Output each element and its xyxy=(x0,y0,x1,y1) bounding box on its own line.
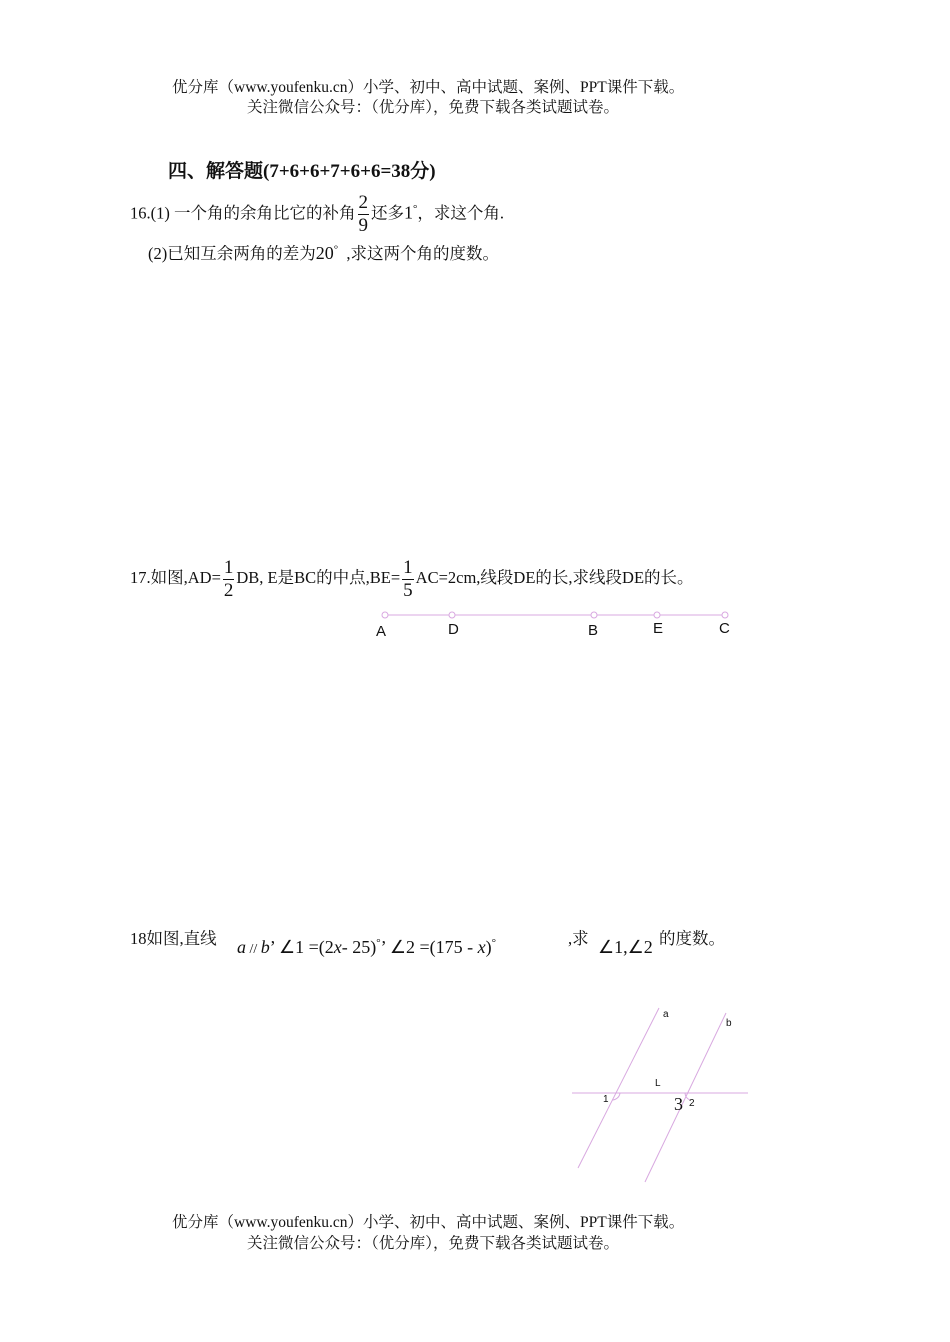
q18-angle2-label: ∠2 =(175 - xyxy=(389,937,474,957)
label-angle-3: 3 xyxy=(674,1094,683,1114)
q18-sep-1: ’ xyxy=(269,937,275,957)
q18-line-a: a xyxy=(237,937,246,957)
point-label-d: D xyxy=(448,621,459,638)
q17-suffix: AC=2cm,线段DE的长,求线段DE的长。 xyxy=(415,568,694,587)
header-line-2: 关注微信公众号：（优分库），免费下载各类试题试卷。 xyxy=(247,99,620,116)
label-angle-2: 2 xyxy=(689,1098,695,1109)
q18-ask: ,求 xyxy=(568,929,589,948)
section-title: 四、解答题(7+6+6+7+6+6=38分) xyxy=(168,161,436,182)
q16-part2-degree: ° xyxy=(333,243,339,256)
q18-angle2-degree: ° xyxy=(491,937,497,949)
q16-part1-prefix: 16.(1) 一个角的余角比它的补角 xyxy=(130,203,356,223)
line-b xyxy=(645,1013,726,1182)
point-label-a: A xyxy=(376,623,387,640)
q16-degree-symbol: ° xyxy=(413,203,418,215)
q17-frac2-num: 1 xyxy=(403,556,413,578)
q18-suffix: 的度数。 xyxy=(659,929,725,948)
q17-prefix: 17.如图,AD= xyxy=(130,568,221,587)
q18-sep-2: ’ xyxy=(380,937,386,957)
q18-angle1-x: x xyxy=(333,937,342,957)
q17-frac2-den: 5 xyxy=(403,579,413,601)
q16-frac-den: 9 xyxy=(358,215,368,237)
point-label-e: E xyxy=(653,620,664,637)
point-label-b: B xyxy=(588,622,599,639)
label-line-a: a xyxy=(663,1009,669,1020)
q16-part2-value: 20 xyxy=(315,243,334,263)
label-angle-1: 1 xyxy=(603,1094,609,1105)
q16-part2-prefix: (2)已知互余两角的差为 xyxy=(148,244,316,263)
q16-part1-mid: 还多 xyxy=(371,203,404,223)
label-line-l: L xyxy=(655,1078,661,1089)
point-label-c: C xyxy=(719,620,730,637)
q18-line-b: b xyxy=(260,937,270,957)
q18-angle1-rest: - 25) xyxy=(341,937,377,957)
footer-line-2: 关注微信公众号：（优分库），免费下载各类试题试卷。 xyxy=(247,1235,620,1252)
q18-prefix: 18如图,直线 xyxy=(130,929,217,948)
q17-mid: DB, E是BC的中点,BE= xyxy=(236,568,401,587)
q17-frac1-num: 1 xyxy=(223,556,234,578)
footer-line-1: 优分库（www.youfenku.cn）小学、初中、高中试题、案例、PPT课件下载。 xyxy=(172,1214,685,1231)
q16-frac-num: 2 xyxy=(358,192,368,214)
q18-angle2-rest: ) xyxy=(485,937,492,957)
header-line-1: 优分库（www.youfenku.cn）小学、初中、高中试题、案例、PPT课件下载。 xyxy=(172,79,685,96)
q18-targets: ∠1,∠2 xyxy=(598,937,653,957)
q18-angle2-x: x xyxy=(477,937,486,957)
label-line-b: b xyxy=(726,1018,732,1029)
q18-angle1-label: ∠1 =(2 xyxy=(278,937,334,957)
q18-parallel: // xyxy=(249,942,258,957)
q16-degree-value: 1 xyxy=(404,202,413,223)
line-a xyxy=(578,1008,659,1168)
q16-part2-suffix: ,求这两个角的度数。 xyxy=(346,244,500,263)
q18-angle1-degree: ° xyxy=(376,937,381,949)
q16-part1-suffix: ，求这个角. xyxy=(417,203,505,223)
q17-frac1-den: 2 xyxy=(223,579,234,601)
